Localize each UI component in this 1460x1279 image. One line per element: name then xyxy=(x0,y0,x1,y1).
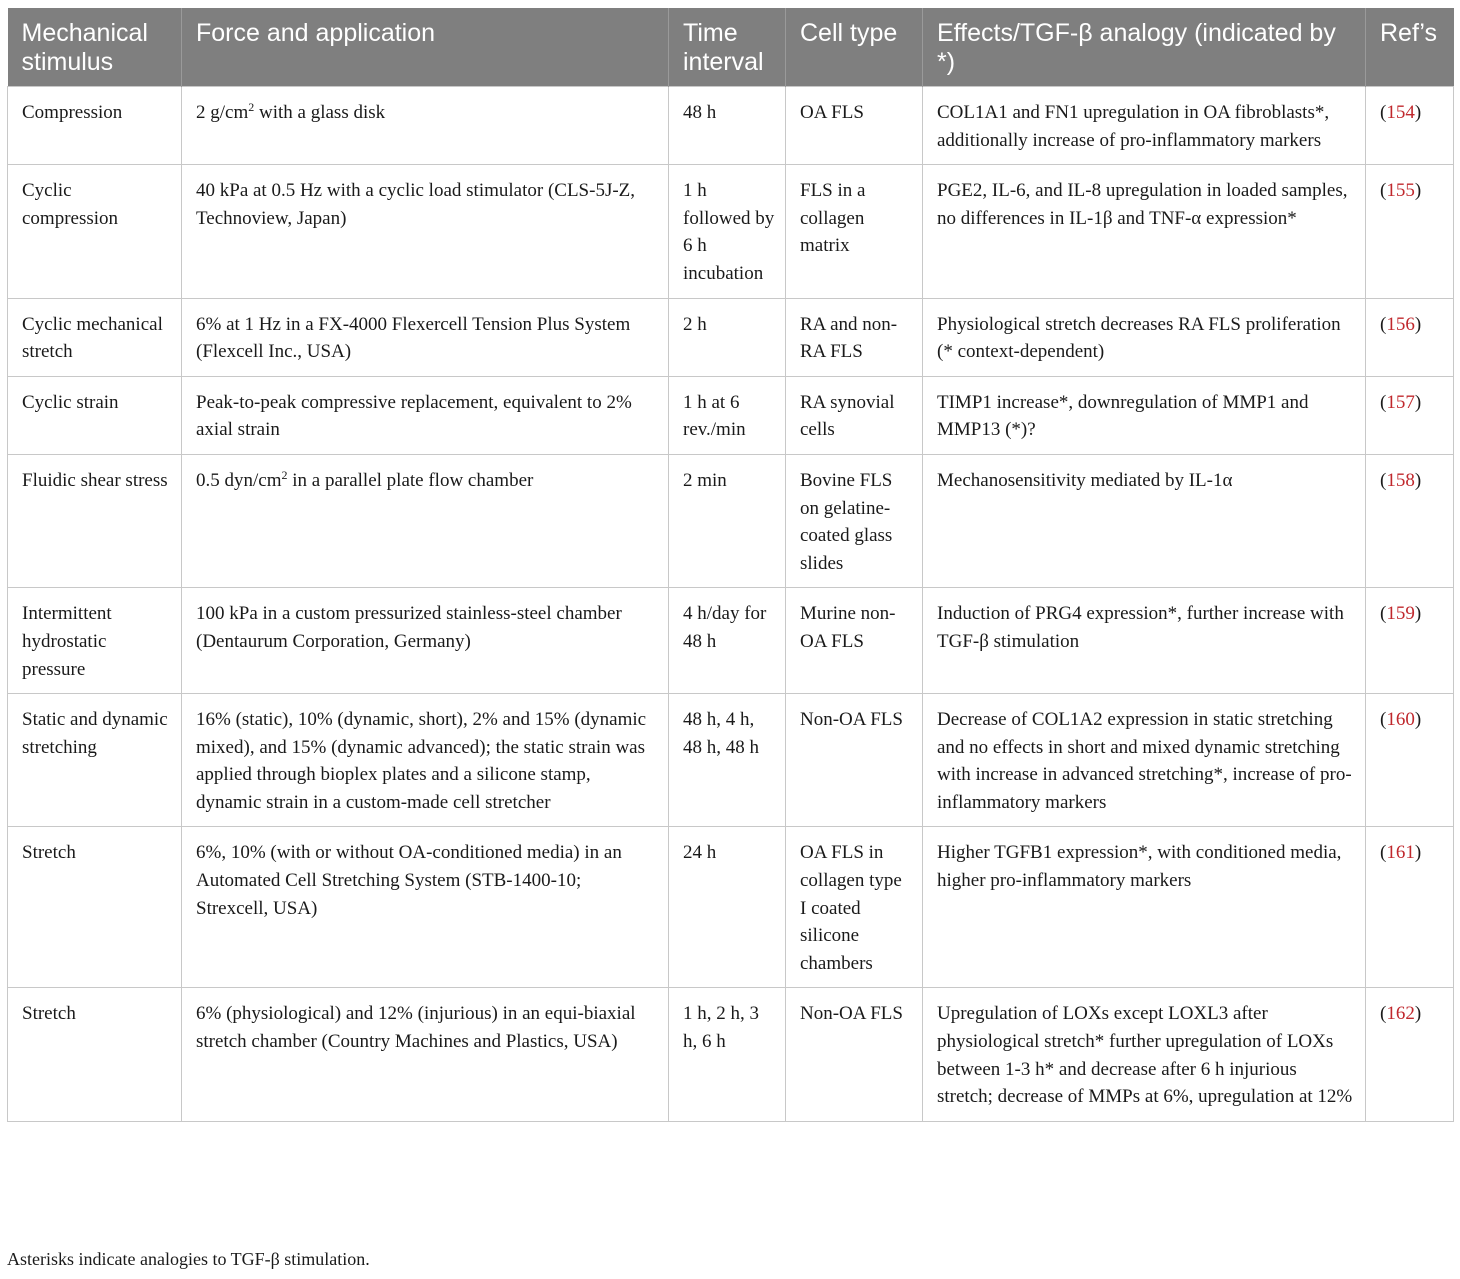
cell-ref: (155) xyxy=(1366,165,1454,298)
table-row xyxy=(8,827,1454,988)
cell-effects: TIMP1 increase*, downregulation of MMP1 and MMP13 (*)? xyxy=(923,376,1366,454)
cell-effects: Physiological stretch decreases RA FLS proliferation (* context-dependent) xyxy=(923,298,1366,376)
header-refs: Ref’s xyxy=(1366,8,1454,87)
cell-force: 40 kPa at 0.5 Hz with a cyclic load stimulator (CLS-5J-Z, Technoview, Japan) xyxy=(182,165,669,298)
cell-force: 16% (static), 10% (dynamic, short), 2% and 15% (dynamic mixed), and 15% (dynamic advanced); the static strain was applied through bioplex plates and a silicone stamp, dynamic strain in a custom-made cell stretcher xyxy=(182,694,669,827)
ref-link[interactable]: 158 xyxy=(1386,469,1415,491)
ref-link[interactable]: 162 xyxy=(1386,1003,1415,1025)
cell-stimulus: Cyclic strain xyxy=(8,376,182,454)
table-row xyxy=(8,454,1454,587)
cell-force xyxy=(182,454,669,587)
ref-link[interactable]: 154 xyxy=(1386,102,1415,123)
table-row xyxy=(8,298,1454,376)
cell-time: 1 h at 6 rev./min xyxy=(669,376,786,454)
table-row xyxy=(8,588,1454,694)
cell-ref: (158) xyxy=(1366,454,1454,587)
cell-force xyxy=(182,87,669,165)
cell-cell-type: OA FLS xyxy=(786,87,923,165)
cell-force: Peak-to-peak compressive replacement, equivalent to 2% axial strain xyxy=(182,376,669,454)
mechanical-stimulus-table xyxy=(7,8,1454,1122)
ref-link[interactable]: 156 xyxy=(1386,313,1415,335)
ref-link[interactable]: 155 xyxy=(1386,180,1415,202)
cell-stimulus: Compression xyxy=(8,87,182,165)
cell-time: 24 h xyxy=(669,827,786,988)
table-row xyxy=(8,165,1454,298)
cell-ref: (161) xyxy=(1366,827,1454,988)
cell-effects: COL1A1 and FN1 upregulation in OA fibroblasts*, additionally increase of pro-inflammatory markers xyxy=(923,87,1366,165)
table-header-row xyxy=(8,8,1454,87)
header-mechanical-stimulus: Mechanical stimulus xyxy=(8,8,182,87)
cell-stimulus: Fluidic shear stress xyxy=(8,454,182,587)
cell-force: 6% at 1 Hz in a FX-4000 Flexercell Tension Plus System (Flexcell Inc., USA) xyxy=(182,298,669,376)
cell-stimulus: Cyclic mechanical stretch xyxy=(8,298,182,376)
cell-ref: (157) xyxy=(1366,376,1454,454)
cell-time: 48 h xyxy=(669,87,786,165)
cell-time: 2 min xyxy=(669,454,786,587)
cell-ref: (159) xyxy=(1366,588,1454,694)
cell-force: 6%, 10% (with or without OA-conditioned media) in an Automated Cell Stretching System (STB-1400-10; Strexcell, USA) xyxy=(182,827,669,988)
ref-link[interactable]: 161 xyxy=(1386,842,1415,864)
header-cell-type: Cell type xyxy=(786,8,923,87)
cell-effects: Decrease of COL1A2 expression in static stretching and no effects in short and mixed dynamic stretching with increase in advanced stretching*, increase of pro-inflammatory markers xyxy=(923,694,1366,827)
cell-time: 1 h, 2 h, 3 h, 6 h xyxy=(669,988,786,1121)
header-time-interval: Time interval xyxy=(669,8,786,87)
cell-cell-type: Bovine FLS on gelatine-coated glass slides xyxy=(786,454,923,587)
cell-ref: (160) xyxy=(1366,694,1454,827)
cell-time: 2 h xyxy=(669,298,786,376)
cell-ref: (154) xyxy=(1366,87,1454,165)
cell-stimulus: Static and dynamic stretching xyxy=(8,694,182,827)
table-footnote: Asterisks indicate analogies to TGF-β stimulation. xyxy=(7,1249,370,1269)
header-force-and-application: Force and application xyxy=(182,8,669,87)
cell-effects: Mechanosensitivity mediated by IL-1α xyxy=(923,454,1366,587)
cell-ref: (162) xyxy=(1366,988,1454,1121)
cell-stimulus: Cyclic compression xyxy=(8,165,182,298)
table-row xyxy=(8,87,1454,165)
cell-force: 6% (physiological) and 12% (injurious) in an equi-biaxial stretch chamber (Country Machines and Plastics, USA) xyxy=(182,988,669,1121)
table-container xyxy=(7,8,1453,1122)
table-row xyxy=(8,694,1454,827)
cell-cell-type: FLS in a collagen matrix xyxy=(786,165,923,298)
force-text: in a parallel plate flow chamber xyxy=(287,469,534,491)
header-effects: Effects/TGF-β analogy (indicated by *) xyxy=(923,8,1366,87)
cell-stimulus: Intermittent hydrostatic pressure xyxy=(8,588,182,694)
cell-cell-type: Non-OA FLS xyxy=(786,988,923,1121)
ref-link[interactable]: 157 xyxy=(1386,391,1415,413)
force-text: 0.5 dyn/cm xyxy=(196,469,282,491)
cell-cell-type: Murine non-OA FLS xyxy=(786,588,923,694)
force-text: with a glass disk xyxy=(254,102,386,123)
force-superscript: 2 xyxy=(248,100,255,114)
cell-cell-type: OA FLS in collagen type I coated silicone chambers xyxy=(786,827,923,988)
cell-cell-type: RA and non-RA FLS xyxy=(786,298,923,376)
table-row xyxy=(8,376,1454,454)
cell-effects: Upregulation of LOXs except LOXL3 after physiological stretch* further upregulation of LOXs between 1-3 h* and decrease after 6 h injurious stretch; decrease of MMPs at 6%, upregulation at 12% xyxy=(923,988,1366,1121)
cell-stimulus: Stretch xyxy=(8,988,182,1121)
cell-cell-type: RA synovial cells xyxy=(786,376,923,454)
cell-ref: (156) xyxy=(1366,298,1454,376)
ref-link[interactable]: 159 xyxy=(1386,603,1415,625)
cell-force: 100 kPa in a custom pressurized stainless-steel chamber (Dentaurum Corporation, Germany) xyxy=(182,588,669,694)
cell-effects: PGE2, IL-6, and IL-8 upregulation in loaded samples, no differences in IL-1β and TNF-α expression* xyxy=(923,165,1366,298)
table-row xyxy=(8,988,1454,1121)
force-text: 2 g/cm xyxy=(196,102,249,123)
cell-effects: Higher TGFB1 expression*, with conditioned media, higher pro-inflammatory markers xyxy=(923,827,1366,988)
cell-cell-type: Non-OA FLS xyxy=(786,694,923,827)
cell-time: 1 h followed by 6 h incubation xyxy=(669,165,786,298)
cell-time: 48 h, 4 h, 48 h, 48 h xyxy=(669,694,786,827)
cell-stimulus: Stretch xyxy=(8,827,182,988)
force-superscript: 2 xyxy=(281,467,288,482)
cell-effects: Induction of PRG4 expression*, further increase with TGF-β stimulation xyxy=(923,588,1366,694)
cell-time: 4 h/day for 48 h xyxy=(669,588,786,694)
ref-link[interactable]: 160 xyxy=(1386,709,1415,731)
